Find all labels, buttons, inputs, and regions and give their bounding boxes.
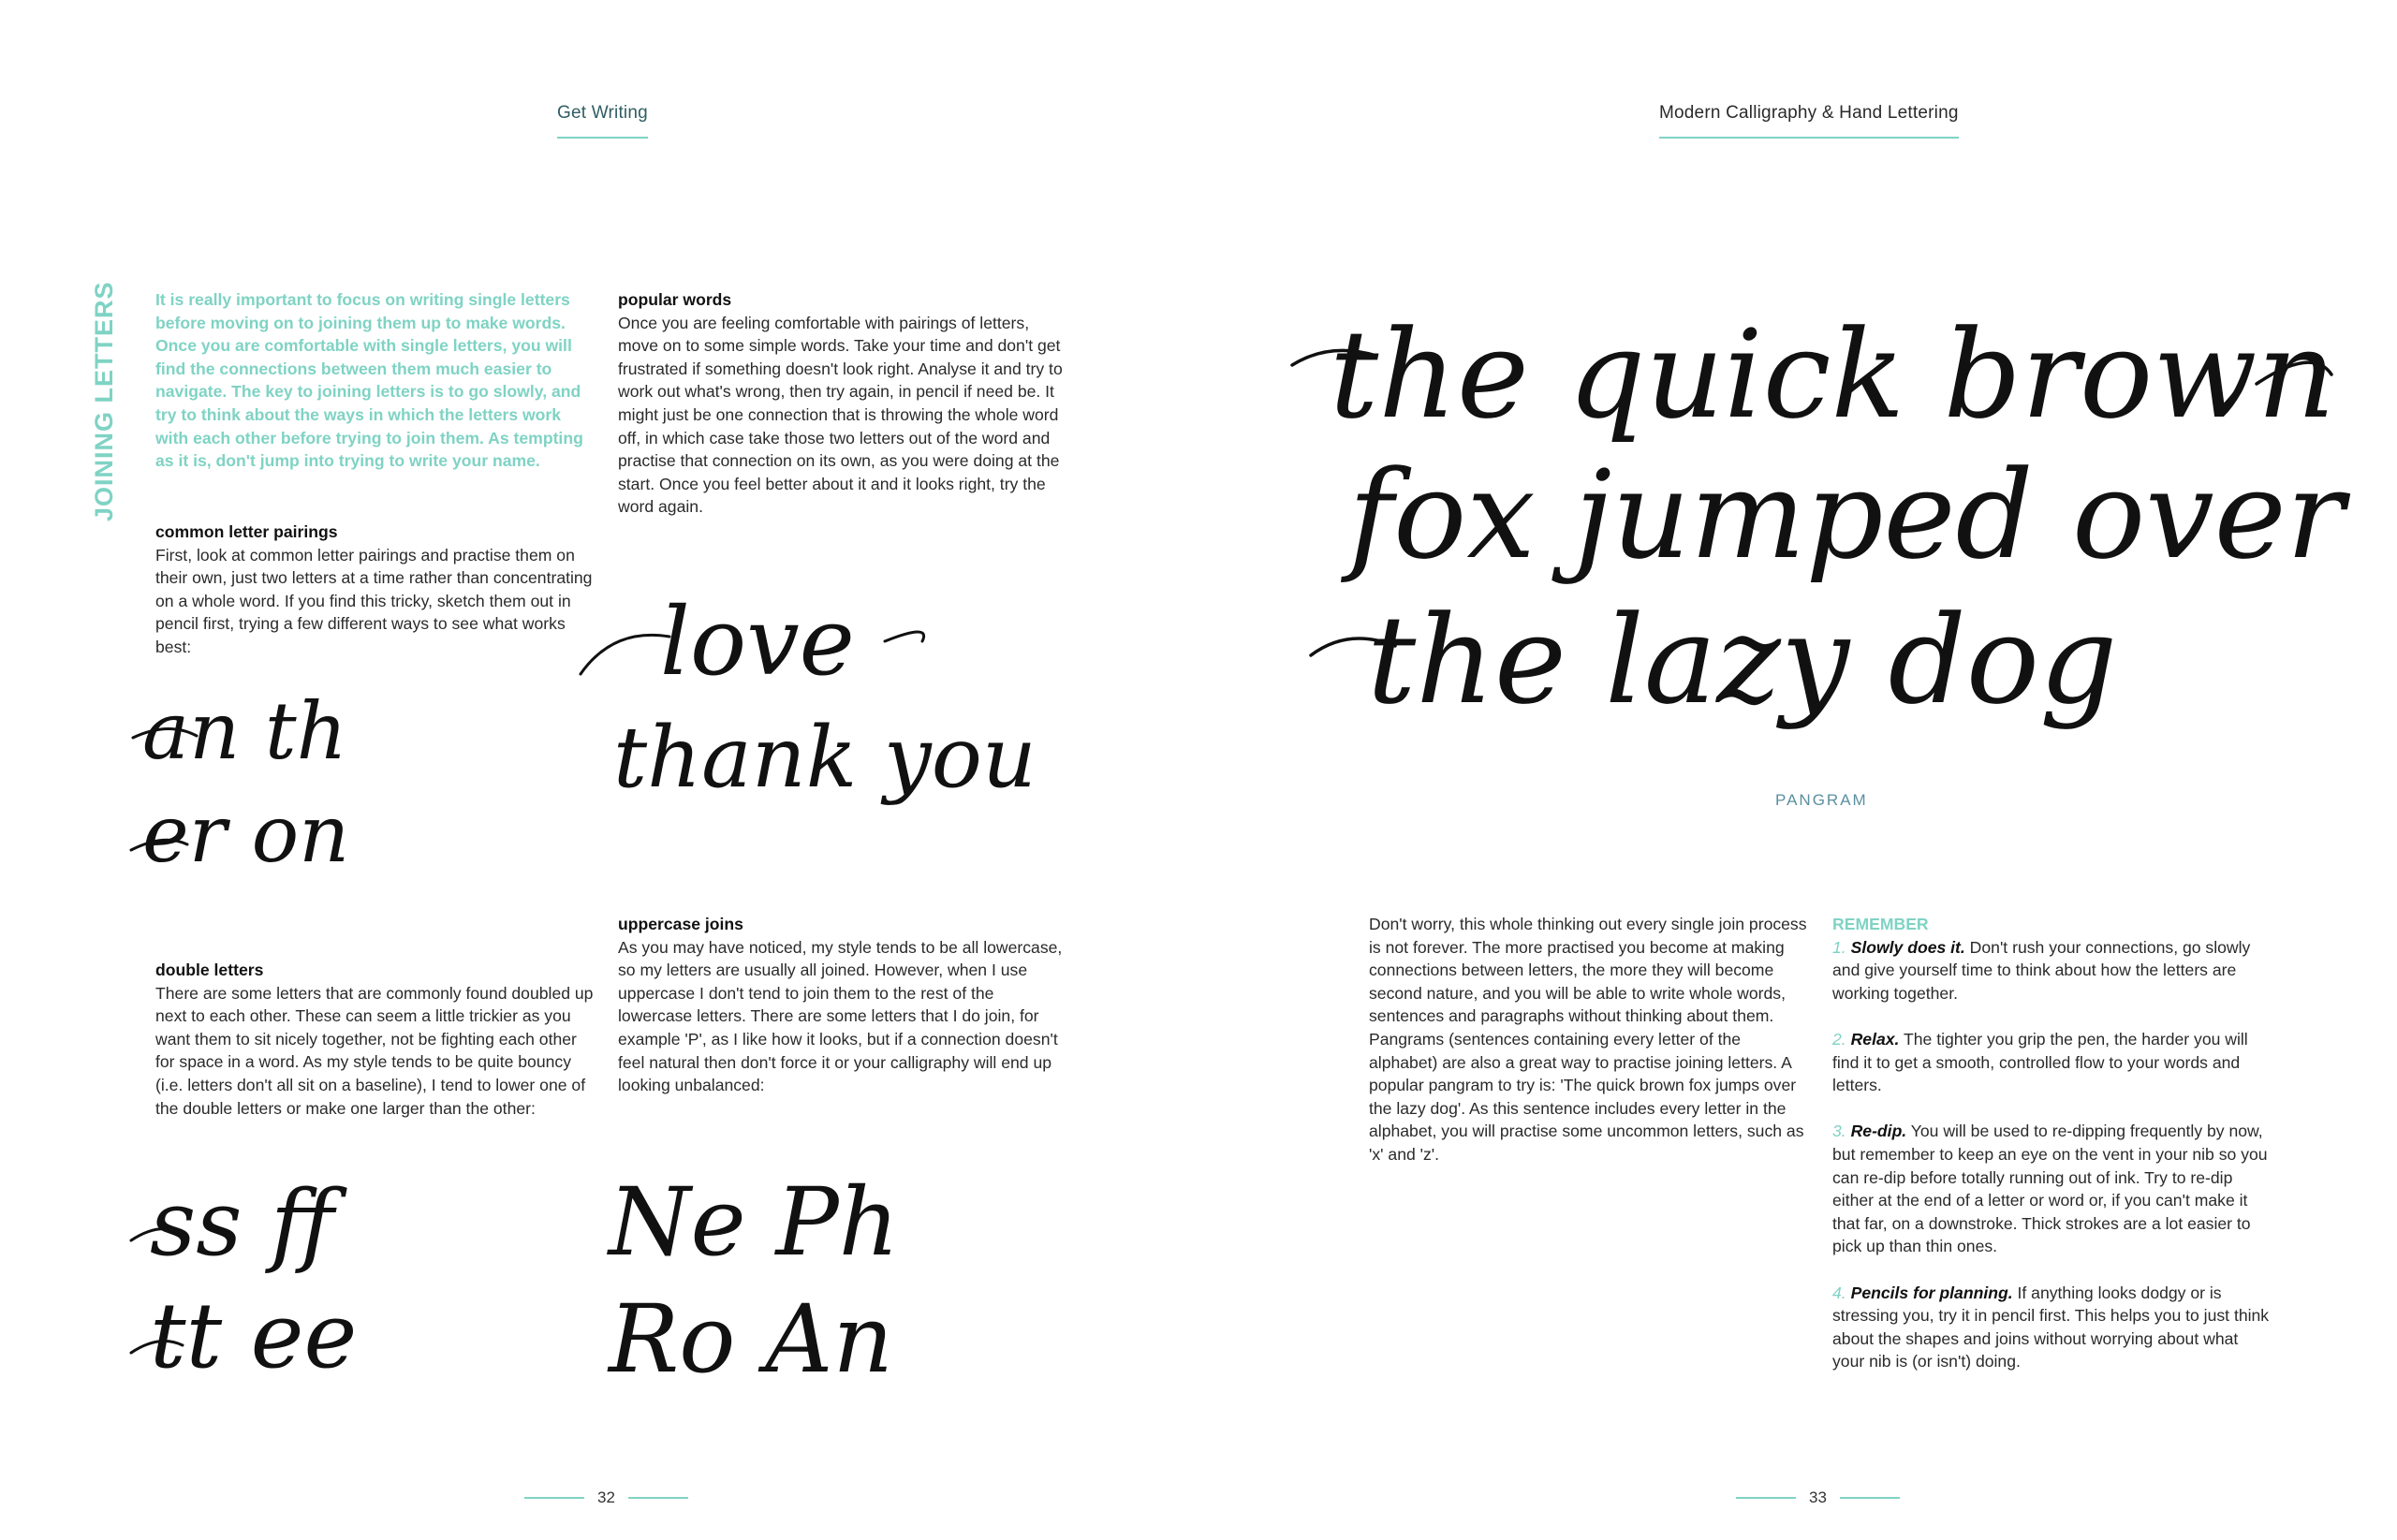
calligraphy-double-letters bbox=[131, 1166, 524, 1390]
words-row-1: love bbox=[660, 587, 855, 697]
intro-lead-paragraph: It is really important to focus on writing single letters before moving on to joining them up to make words. Once you are comfortable with single letters, you will find the connections between them much easier to navigate. The key to joining letters is to go slowly, and try to think about the ways in which the letters work with each other before trying to join them. As tempting as it is, don't jump into trying to write your name. bbox=[155, 290, 583, 471]
remember-tip: 1. Slowly does it. Don't rush your connections, go slowly and give yourself time to think about how the letters are working together. bbox=[1832, 937, 2251, 1003]
popular-words-heading: popular words bbox=[618, 290, 732, 309]
running-head-rule bbox=[1659, 137, 1959, 139]
doubles-row-2: tt ee bbox=[150, 1283, 358, 1388]
folio-rule bbox=[524, 1497, 584, 1499]
popular-words-section bbox=[618, 288, 1067, 519]
entry-flourish bbox=[581, 635, 669, 674]
running-head-right: Modern Calligraphy & Hand Lettering bbox=[1659, 103, 1959, 139]
exit-flourish bbox=[885, 632, 924, 641]
remember-tip: 3. Re-dip. You will be used to re-dipping frequently by now, but remember to keep an eye on the vent in your nib so you can re-dip before totally running out of ink. Try to re-dip either at the end of a letter or word or, if you can't make it that far, on a downstroke. Thick strokes are a lot easier to pick up than thin ones. bbox=[1832, 1122, 2268, 1256]
section-side-title: JOINING LETTERS bbox=[90, 281, 118, 521]
pangram-body-paragraph: Don't worry, this whole thinking out every single join process is not forever. The more practised you become at making connections between letters, the more they will become second nature, and you will be able to write whole words, sentences and paragraphs without thinking about them. Pangrams (sentences containing every letter of the alphabet) are also a great way to practise joining letters. A popular pangram to try is: 'The quick brown fox jumps over the lazy dog'. As this sentence includes every letter in the alphabet, you will practise some uncommon letters, such as 'x' and 'z'. bbox=[1369, 915, 1807, 1164]
page-number-left: 32 bbox=[524, 1489, 688, 1507]
upper-row-2: Ro An bbox=[609, 1284, 893, 1394]
words-row-2: thank you bbox=[613, 709, 1037, 807]
folio-rule bbox=[1736, 1497, 1796, 1499]
left-page bbox=[0, 0, 1198, 1540]
page-number-right: 33 bbox=[1736, 1489, 1900, 1507]
pangram-line-2: fox jumped over bbox=[1348, 444, 2345, 586]
double-letters-heading: double letters bbox=[155, 961, 264, 979]
calligraphy-uppercase-joins bbox=[599, 1161, 993, 1395]
common-pairings-body: First, look at common letter pairings and practise them on their own, just two letters at a time rather than concentrating on a whole word. If you find this tricky, sketch them out in pencil first, trying a few different ways to see what works best: bbox=[155, 545, 593, 656]
common-pairings-heading: common letter pairings bbox=[155, 522, 338, 541]
pangram-line-3: the lazy dog bbox=[1367, 589, 2118, 731]
pangram-line-1: the quick brown bbox=[1330, 303, 2336, 446]
double-letters-section bbox=[155, 959, 596, 1120]
remember-tip: 4. Pencils for planning. If anything looks dodgy or is stressing you, try it in pencil first. This helps you to just think about the shapes and joins without worrying about what your nib is (or isn't) doing. bbox=[1832, 1283, 2270, 1371]
uppercase-joins-body: As you may have noticed, my style tends to be all lowercase, so my letters are usually all joined. However, when I use uppercase I don't tend to join them to the rest of the lowercase letters. There are some letters that I do join, for example 'P', as I like how it looks, but if a connection doesn't feel natural then don't force it or your calligraphy will end up looking unbalanced: bbox=[618, 937, 1063, 1095]
pangram-caption: PANGRAM bbox=[1775, 791, 1868, 809]
pairs-row-1: an th bbox=[142, 685, 347, 777]
pairs-row-2: er on bbox=[142, 788, 350, 880]
remember-tip: 2. Relax. The tighter you grip the pen, the harder you will find it to get a smooth, controlled flow to your words and letters. bbox=[1832, 1029, 2248, 1095]
calligraphy-popular-words bbox=[576, 571, 1081, 824]
popular-words-body: Once you are feeling comfortable with pairings of letters, move on to some simple words. Take your time and don't get frustrated if something doesn't look right. Analyse it and try to work out what's wrong, then try again, in pencil if need be. It might just be one connection that is throwing the whole word off, in which case take those two letters out of the word and practise that connection on its own, as you were doing at the start. Once you feel better about it and it looks right, try the word again. bbox=[618, 313, 1063, 517]
folio-rule bbox=[628, 1497, 688, 1499]
running-head-rule bbox=[557, 137, 648, 139]
calligraphy-pangram bbox=[1292, 303, 2345, 758]
calligraphy-letter-pairs bbox=[131, 683, 506, 889]
upper-row-1: Ne Ph bbox=[609, 1167, 900, 1277]
uppercase-joins-heading: uppercase joins bbox=[618, 915, 743, 933]
uppercase-joins-section bbox=[618, 913, 1067, 1097]
running-head-left: Get Writing bbox=[557, 103, 648, 139]
folio-rule bbox=[1840, 1497, 1900, 1499]
doubles-row-1: ss ff bbox=[150, 1171, 335, 1276]
remember-box bbox=[1832, 913, 2272, 1396]
double-letters-body: There are some letters that are commonly found doubled up next to each other. These can seem a little trickier as you want them to sit nicely together, not be fighting each other for space in a word. As my style tends to be quite bouncy (i.e. letters don't all sit on a baseline), I tend to lower one of the double letters or make one larger than the other: bbox=[155, 983, 594, 1118]
remember-heading: REMEMBER bbox=[1832, 915, 1929, 933]
common-pairings-section bbox=[155, 521, 596, 659]
